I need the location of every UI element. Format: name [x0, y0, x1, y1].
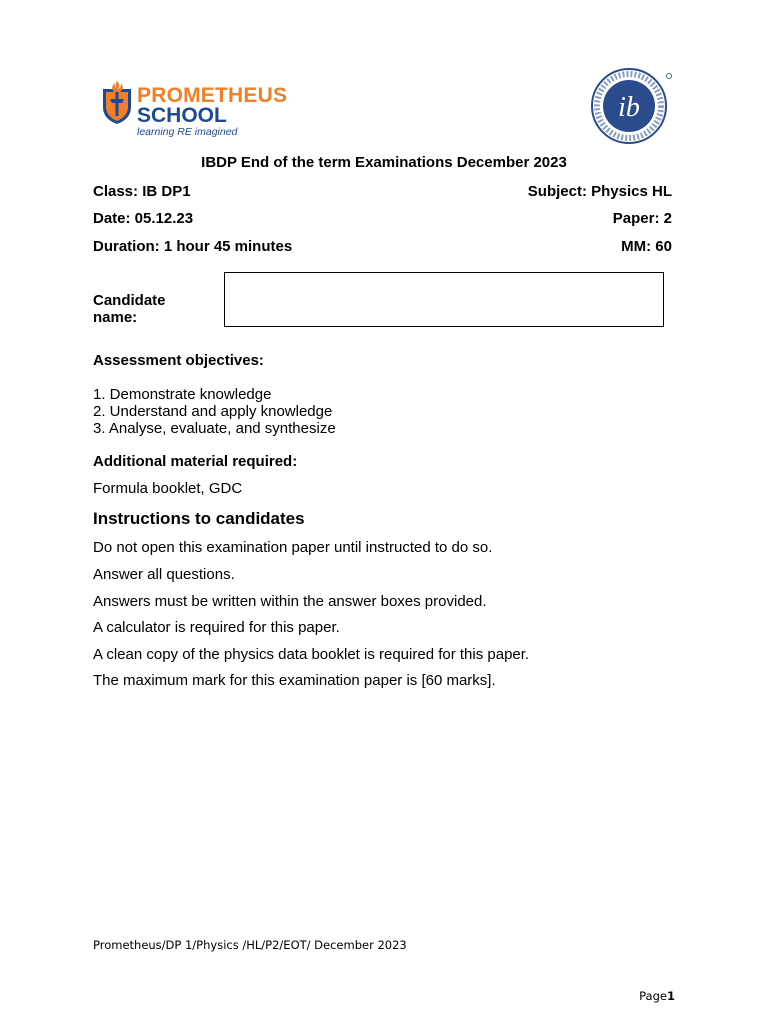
- date-label: Date: 05.12.23: [93, 210, 194, 227]
- instruction-item: The maximum mark for this examination paper is [60 marks].: [93, 672, 496, 689]
- page-label: Page: [639, 989, 667, 1003]
- material-text: Formula booklet, GDC: [93, 480, 243, 497]
- ib-world-school-seal-icon: [589, 66, 673, 146]
- shield-torch-icon: [100, 79, 134, 125]
- footer-reference: Prometheus/DP 1/Physics /HL/P2/EOT/ December 2023: [93, 938, 407, 952]
- svg-text:ib: ib: [618, 92, 640, 123]
- paper-label: Paper: 2: [612, 210, 672, 227]
- instruction-item: Answers must be written within the answer boxes provided.: [93, 593, 487, 610]
- logo-name-line1: PROMETHEUS: [137, 84, 288, 107]
- logo-tagline: learning RE imagined: [137, 126, 238, 138]
- instructions-heading: Instructions to candidates: [93, 509, 305, 528]
- exam-title: IBDP End of the term Examinations December 2023: [201, 154, 567, 171]
- material-heading: Additional material required:: [93, 453, 298, 470]
- candidate-name-label: [93, 292, 166, 326]
- list-item: 2. Understand and apply knowledge: [93, 403, 333, 420]
- list-item: 3. Analyse, evaluate, and synthesize: [93, 420, 336, 437]
- instruction-item: Do not open this examination paper until instructed to do so.: [93, 539, 493, 556]
- page-indicator: [639, 989, 675, 1003]
- list-item: 1. Demonstrate knowledge: [93, 386, 272, 403]
- candidate-label-line2: name:: [93, 309, 138, 326]
- instruction-item: Answer all questions.: [93, 566, 235, 583]
- instruction-item: A clean copy of the physics data booklet is required for this paper.: [93, 646, 530, 663]
- logo-name-line2: SCHOOL: [137, 104, 227, 127]
- page-number: 1: [666, 989, 675, 1003]
- candidate-name-field[interactable]: [224, 272, 664, 327]
- assessment-heading: Assessment objectives:: [93, 352, 264, 369]
- max-marks-label: MM: 60: [621, 238, 672, 255]
- class-label: Class: IB DP1: [93, 183, 191, 200]
- candidate-label-line1: Candidate: [93, 292, 166, 309]
- assessment-list: [93, 386, 336, 437]
- duration-label: Duration: 1 hour 45 minutes: [93, 238, 293, 255]
- instruction-item: A calculator is required for this paper.: [93, 619, 340, 636]
- subject-label: Subject: Physics HL: [527, 183, 672, 200]
